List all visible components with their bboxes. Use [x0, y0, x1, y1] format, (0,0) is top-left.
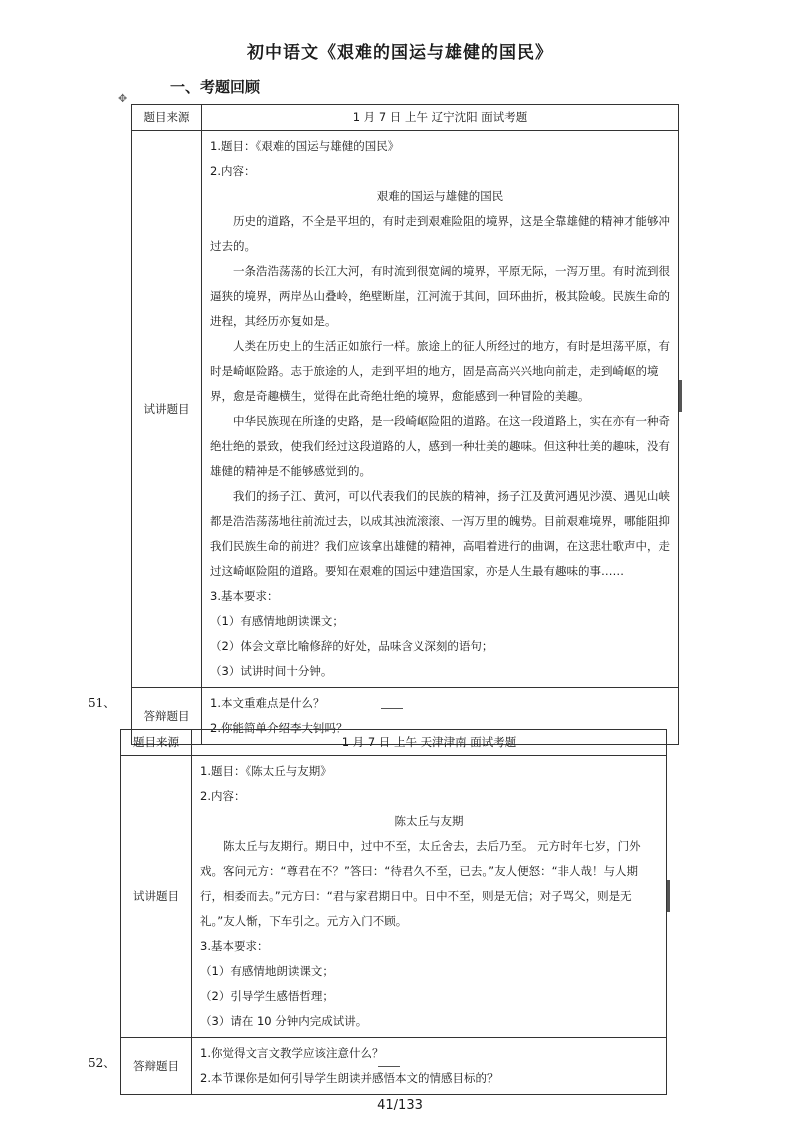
requirement-item: （2）体会文章比喻修辞的好处，品味含义深刻的语句；: [210, 639, 494, 653]
source-value: 1 月 7 日 上午 辽宁沈阳 面试考题: [202, 105, 679, 131]
section-heading: 一、考题回顾: [170, 78, 261, 96]
table-row: [132, 105, 679, 131]
passage-paragraph: 一条浩浩荡荡的长江大河，有时流到很宽阔的境界，平原无际，一泻万里。有时流到很逼狭的境界，两岸丛山叠岭，绝壁断崖，江河流于其间，回环曲折，极其险峻。民族生命的进程，其经历亦复如是。: [210, 264, 670, 328]
defense-question: 2.本节课你是如何引导学生朗读并感悟本文的情感目标的？: [200, 1071, 499, 1085]
exam-table-52: [120, 729, 667, 1095]
table-move-handle-icon[interactable]: ✥: [118, 92, 128, 105]
table-row: [121, 756, 667, 1038]
source-label: 题目来源: [121, 730, 192, 756]
requirement-item: （3）请在 10 分钟内完成试讲。: [200, 1014, 368, 1028]
trial-label: 试讲题目: [121, 756, 192, 1038]
question-number-52: 52、: [88, 1056, 116, 1070]
requirements-label: 3.基本要求：: [200, 939, 269, 953]
content-label: 2.内容：: [210, 164, 256, 178]
document-title: 初中语文《艰难的国运与雄健的国民》: [247, 43, 553, 63]
defense-question: 2.你能简单介绍李大钊吗？: [210, 721, 348, 735]
requirement-item: （3）试讲时间十分钟。: [210, 664, 333, 678]
exam-table-51: [131, 104, 679, 745]
resize-handle[interactable]: [679, 380, 682, 412]
defense-content: [192, 1038, 667, 1095]
requirement-item: （2）引导学生感悟哲理；: [200, 989, 334, 1003]
table-row: [132, 131, 679, 688]
trial-label: 试讲题目: [132, 131, 202, 688]
defense-question: 1.本文重难点是什么？: [210, 696, 325, 710]
defense-label: 答辩题目: [132, 688, 202, 745]
page-number: 41/133: [377, 1098, 423, 1113]
passage-paragraph: 我们的扬子江、黄河，可以代表我们的民族的精神，扬子江及黄河遇见沙漠、遇见山峡都是浩浩荡荡地往前流过去，以成其浊流滚滚、一泻万里的魄势。目前艰难境界，哪能阻抑我们民族生命的前进？我们应该拿出雄健的精神，高唱着进行的曲调，在这悲壮歌声中，走过这崎岖险阻的道路。要知在艰难的国运中建造国家，亦是人生最有趣味的事……: [210, 489, 670, 578]
topic-line: 1.题目：《陈太丘与友期》: [200, 764, 332, 778]
table-end-mark: [378, 1066, 400, 1067]
defense-label: 答辩题目: [121, 1038, 192, 1095]
source-label: 题目来源: [132, 105, 202, 131]
requirements-label: 3.基本要求：: [210, 589, 279, 603]
topic-line: 1.题目：《艰难的国运与雄健的国民》: [210, 139, 400, 153]
trial-content: [202, 131, 679, 688]
source-value: 1 月 7 日 上午 天津津南 面试考题: [192, 730, 667, 756]
trial-content: [192, 756, 667, 1038]
content-label: 2.内容：: [200, 789, 246, 803]
passage-paragraph: 中华民族现在所逢的史路，是一段崎岖险阻的道路。在这一段道路上，实在亦有一种奇绝壮绝的景致，使我们经过这段道路的人，感到一种壮美的趣味。但这种壮美的趣味，没有雄健的精神是不能够感觉到的。: [210, 414, 670, 478]
passage-paragraph: 历史的道路，不全是平坦的，有时走到艰难险阻的境界，这是全靠雄健的精神才能够冲过去的。: [210, 214, 670, 253]
passage-title: 艰难的国运与雄健的国民: [376, 189, 504, 203]
requirement-item: （1）有感情地朗读课文；: [200, 964, 334, 978]
passage-paragraph: 陈太丘与友期行。期日中，过中不至，太丘舍去，去后乃至。 元方时年七岁，门外戏。客问元方：“尊君在不？”答曰：“待君久不至，已去。”友人便怒：“非人哉！与人期行，相委而去。”元方曰：“君与家君期日中。日中不至，则是无信；对子骂父，则是无礼。”友人惭，下车引之。元方入门不顾。: [200, 839, 641, 928]
table-row: [121, 730, 667, 756]
resize-handle[interactable]: [667, 880, 670, 912]
requirement-item: （1）有感情地朗读课文；: [210, 614, 344, 628]
passage-title: 陈太丘与友期: [394, 814, 464, 828]
question-number-51: 51、: [88, 696, 116, 710]
passage-paragraph: 人类在历史上的生活正如旅行一样。旅途上的征人所经过的地方，有时是坦荡平原，有时是崎岖险路。志于旅途的人，走到平坦的地方，固是高高兴兴地向前走，走到崎岖的境界，愈是奇趣横生，觉得在此奇绝壮绝的境界，愈能感到一种冒险的美趣。: [210, 339, 670, 403]
defense-question: 1.你觉得文言文教学应该注意什么？: [200, 1046, 384, 1060]
table-end-mark: [381, 708, 403, 709]
